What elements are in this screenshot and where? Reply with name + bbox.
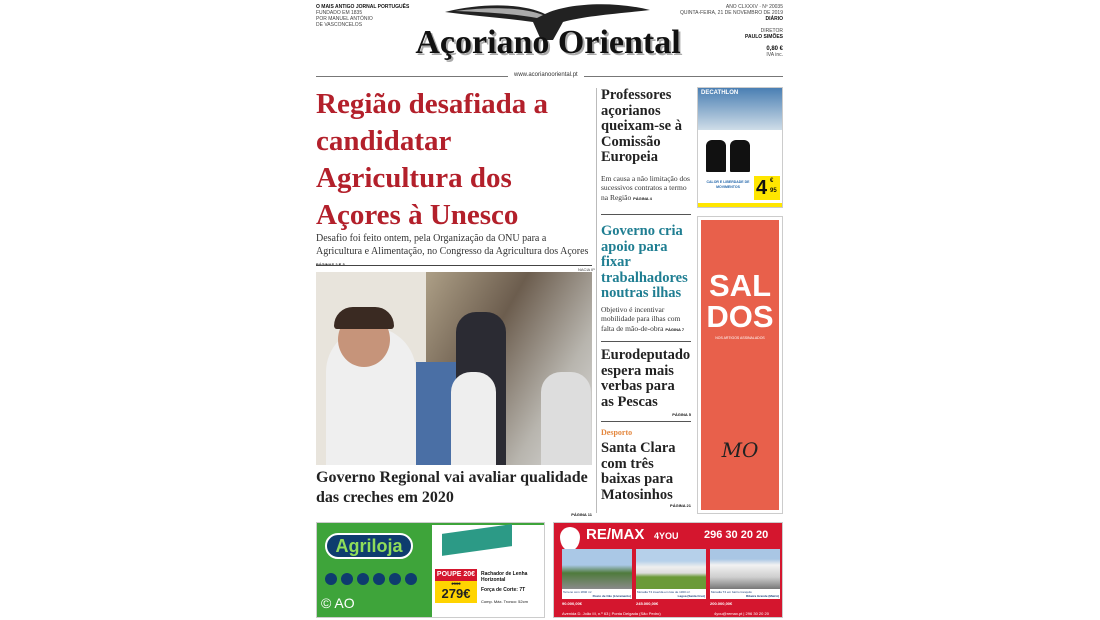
- listing-caption: [710, 589, 780, 599]
- category-icon: [341, 573, 353, 585]
- story-fisheries[interactable]: [601, 348, 691, 417]
- decathlon-ad[interactable]: [697, 87, 783, 208]
- listing-place: Rosto de Cão (Livramento): [592, 594, 631, 598]
- director-label: DIRETOR: [760, 28, 783, 34]
- listing-price: 245.000,00€: [636, 601, 659, 606]
- page-ref: PÁGINA 5: [672, 412, 691, 417]
- listing-caption: [562, 589, 632, 599]
- story-headline: Professores açorianos queixam-se à Comissão Europeia: [601, 87, 682, 165]
- listing-place: Ribeira Grande (Matriz): [745, 594, 779, 598]
- remax-phone[interactable]: 296 30 20 20: [704, 529, 769, 541]
- photo-headline[interactable]: Governo Regional vai avaliar qualidade das creches em 2020: [316, 469, 588, 506]
- issue-date: QUINTA-FEIRA, 21 DE NOVEMBRO DE 2019: [680, 10, 783, 16]
- newspaper-title: Açoriano Oriental: [415, 24, 681, 61]
- remax-balloon-icon: [560, 527, 580, 551]
- divider: [601, 341, 691, 342]
- lead-headline[interactable]: Região desafiada a candidatar Agricultura dos Açores à Unesco: [316, 88, 548, 231]
- category-icon: [325, 573, 337, 585]
- story-text: [601, 305, 691, 335]
- saldos-panel: [701, 220, 779, 510]
- remax-agency: 4YOU: [654, 531, 679, 541]
- listing-photo: [710, 549, 780, 589]
- saldos-sub: NOS ARTIGOS ASSINALADOS: [715, 336, 765, 340]
- director-name: PAULO SIMÕES: [745, 34, 783, 40]
- category-icon: [389, 573, 401, 585]
- remax-address: Avenida D. João III, n.º 63 | Ponta Delgada (São Pedro): [562, 611, 661, 616]
- story-summary: Objetivo é incentivar mobilidade para ilhas com falta de mão-de-obra: [601, 304, 681, 333]
- product-name: Rachador de Lenha Horizontal: [481, 571, 528, 583]
- saldos-ad[interactable]: [697, 216, 783, 514]
- agriloja-logo: Agriloja: [325, 533, 413, 559]
- frequency: DIÁRIO: [765, 16, 783, 22]
- saldos-line: SAL: [709, 268, 771, 303]
- listing-item[interactable]: [636, 549, 706, 606]
- listings: [562, 549, 782, 606]
- lead-summary-text: Desafio foi feito ontem, pela Organização da ONU para a Agricultura e Alimentação, no Congresso da Agricultura dos Açores: [316, 233, 589, 257]
- listing-caption: [636, 589, 706, 599]
- photo-child: [541, 372, 591, 465]
- tagline: O MAIS ANTIGO JORNAL PORTUGUÊS: [316, 4, 410, 10]
- listing-photo: [562, 549, 632, 589]
- masthead-right: [680, 4, 783, 58]
- lead-photo[interactable]: [316, 272, 592, 465]
- vat-note: IVA inc.: [766, 52, 783, 58]
- divider: [601, 421, 691, 422]
- story-government-support[interactable]: [601, 224, 691, 334]
- agriloja-ad[interactable]: [316, 522, 545, 618]
- listing-photo: [636, 549, 706, 589]
- listing-desc: Terreno com 1840 m²: [563, 590, 592, 594]
- listing-price: 90.000,00€: [562, 601, 583, 606]
- discount-badge: POUPE 20€: [435, 569, 477, 581]
- remax-logo: RE/MAX: [586, 526, 645, 543]
- listing-desc: Moradia T4 inserida em lote de 1300 m²: [637, 590, 691, 594]
- product-length: Comp. Máx. Tronco: 52cm: [481, 599, 528, 604]
- story-summary: Em causa a não limitação dos sucessivos contratos a termo na Região: [601, 173, 690, 202]
- story-headline: Governo cria apoio para fixar trabalhadores noutras ilhas: [601, 223, 688, 301]
- page-ref: PÁGINA 4: [633, 195, 652, 201]
- product-info: [481, 571, 543, 605]
- story-headline: Santa Clara com três baixas para Matosinhos: [601, 440, 676, 503]
- page-ref: PÁGINA 7: [665, 326, 685, 332]
- price: 0,80 €: [766, 46, 783, 52]
- ad-footer-bar: [698, 203, 783, 207]
- listing-desc: Moradia T4 em bairro tranquilo: [711, 590, 752, 594]
- founder: POR MANUEL ANTÓNIO: [316, 16, 373, 22]
- column-divider: [596, 88, 597, 513]
- decathlon-logo: DECATHLON: [701, 90, 739, 96]
- page-ref: PÁGINA 21: [670, 503, 691, 508]
- photo-credit: NACIA IP: [578, 267, 595, 272]
- story-headline: Eurodeputado espera mais verbas para as Pescas: [601, 347, 691, 410]
- category-icon: [405, 573, 417, 585]
- price-int: 4: [756, 177, 768, 199]
- section-label: Desporto: [601, 428, 633, 437]
- product-spec: Força de Corte: 7T: [481, 587, 526, 593]
- page-ref: PÁGINA 11: [571, 512, 592, 517]
- story-text: [601, 174, 691, 204]
- story-santa-clara[interactable]: [601, 428, 691, 508]
- price: 279€: [441, 586, 471, 601]
- remax-contact[interactable]: 4you@remax.pt | 296 30 20 20: [714, 611, 769, 616]
- photo-hair: [334, 307, 394, 329]
- website-link[interactable]: www.acorianooriental.pt: [508, 72, 584, 78]
- listing-price: 200.000,00€: [710, 601, 733, 606]
- shirt-icon: [730, 140, 750, 172]
- saldos-line: DOS: [706, 299, 774, 334]
- divider: [316, 265, 592, 266]
- founded: FUNDADO EM 1835: [316, 10, 363, 16]
- divider: [601, 214, 691, 215]
- old-price: 299€: [451, 581, 461, 586]
- founder: DE VASCONCELOS: [316, 22, 363, 28]
- shirt-icon: [706, 140, 726, 172]
- photo-girl: [451, 372, 496, 465]
- price-box: [435, 581, 477, 603]
- price-tag: [754, 176, 780, 200]
- issue-number: ANO CLXXXV · Nº 20035: [725, 4, 783, 10]
- listing-item[interactable]: [710, 549, 780, 606]
- category-icon: [357, 573, 369, 585]
- category-icons: [325, 573, 420, 585]
- ad-slogan: CALOR E LIBERDADE DE MOVIMENTOS: [706, 180, 750, 189]
- currency: €: [770, 178, 774, 184]
- remax-ad[interactable]: [553, 522, 783, 618]
- watermark: © AO: [321, 595, 355, 611]
- listing-place: Lagoa (Santa Cruz): [677, 594, 705, 598]
- listing-item[interactable]: [562, 549, 632, 606]
- category-icon: [373, 573, 385, 585]
- price-cents: 95: [770, 188, 777, 194]
- mo-logo: MO: [721, 438, 759, 462]
- story-teachers[interactable]: [601, 88, 691, 203]
